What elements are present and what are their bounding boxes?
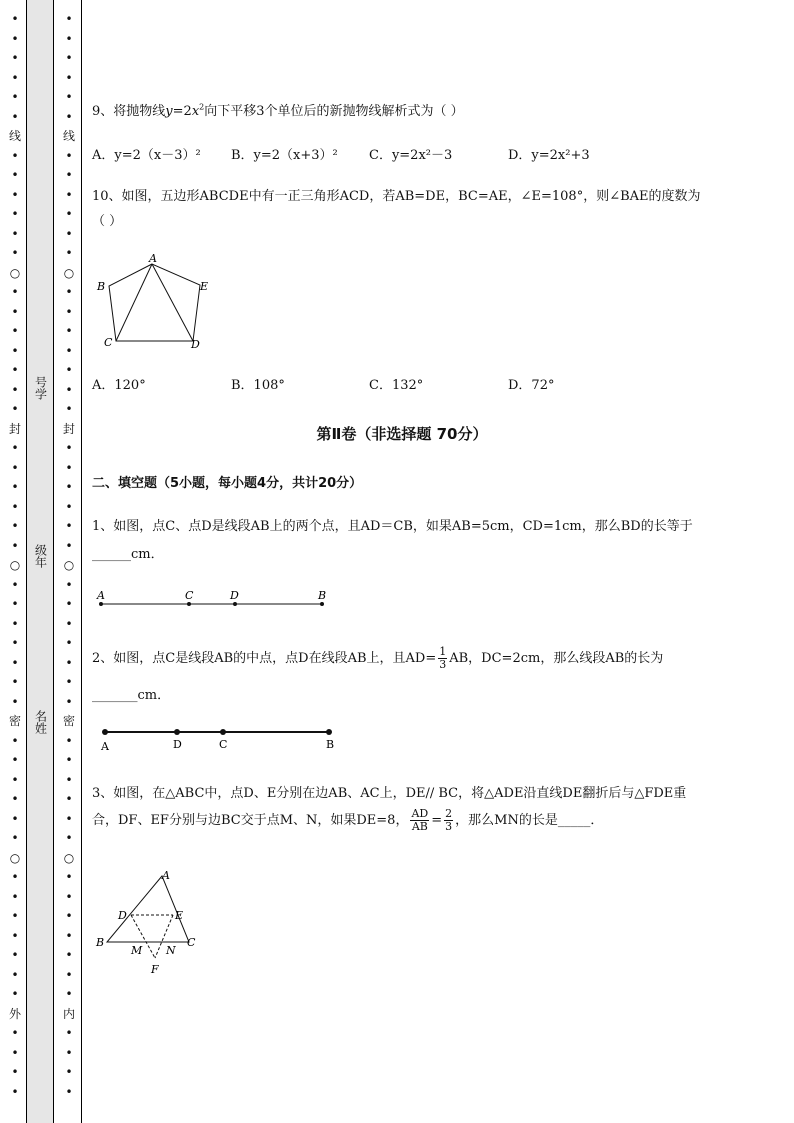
binding-dot: • [11, 1045, 19, 1060]
binding-dot: • [65, 31, 73, 46]
binding-mark: ○ [63, 558, 75, 572]
f2-point-b [326, 729, 332, 735]
label-student-number: 号学 [33, 376, 48, 400]
binding-dot: • [65, 889, 73, 904]
binding-dot: • [65, 168, 73, 182]
binding-dot: • [11, 90, 19, 104]
binding-dot: • [11, 324, 19, 338]
triangle-side-ac [116, 264, 152, 341]
binding-dot: • [11, 597, 19, 611]
q10-option-a: A．120° [92, 378, 146, 393]
binding-dot: • [11, 811, 19, 826]
binding-mark: 密 [62, 714, 75, 728]
binding-dot: • [11, 577, 19, 592]
binding-dot: • [65, 928, 73, 943]
binding-dot: • [11, 168, 19, 182]
binding-dot: • [11, 402, 19, 416]
f3-label-d: D [118, 909, 127, 922]
binding-dot: • [11, 870, 19, 884]
f1-point-d [233, 602, 237, 606]
binding-dot: • [11, 460, 19, 475]
binding-dot: • [65, 1084, 73, 1099]
pentagon-label-a: A [149, 252, 157, 265]
binding-dot: • [65, 460, 73, 475]
binding-dot: • [65, 441, 73, 455]
binding-dot: • [65, 792, 73, 806]
binding-dot: • [65, 675, 73, 689]
binding-dot: • [65, 636, 73, 650]
f3-line2: 合，DF、EF分别与边BC交于点M、N，如果DE=8， $\frac{AD}{AB}$ = $\frac{2}{3}$ ，那么MN的长是_____． [92, 807, 604, 833]
binding-dot: • [11, 31, 19, 46]
binding-dot: • [11, 148, 19, 163]
binding-dot: • [65, 987, 73, 1001]
binding-dot: • [11, 772, 19, 787]
binding-dot: • [65, 70, 73, 85]
f3-label-f: F [151, 963, 159, 976]
binding-dot: • [65, 753, 73, 767]
binding-dot: • [11, 246, 19, 260]
binding-mark: 封 [62, 421, 75, 436]
binding-dot: • [11, 636, 19, 650]
binding-dot: • [11, 987, 19, 1001]
binding-dot: • [65, 733, 73, 748]
inner-dot-column [56, 10, 82, 1102]
binding-mark: 内 [62, 1006, 75, 1021]
q10-stem-line1: 10、如图，五边形ABCDE中有一正三角形ACD，若AB=DE，BC=AE，∠E=108°，则∠BAE的度数为 [92, 189, 701, 204]
pentagon-label-b: B [97, 280, 106, 293]
binding-dot: • [65, 285, 73, 299]
f2-point-d [174, 729, 180, 735]
binding-dot: • [65, 597, 73, 611]
binding-dot: • [11, 889, 19, 904]
f2-label-c: C [219, 738, 228, 751]
f2-segment-figure [98, 722, 348, 752]
binding-dot: • [11, 207, 19, 221]
binding-mark: ○ [63, 850, 75, 865]
f3-triangle-figure [94, 866, 204, 981]
f2-line1: 2、如图，点C是线段AB的中点，点D在线段AB上，且AD= $\frac{1}{3}$ AB，DC=2cm，那么线段AB的长为 [92, 645, 664, 671]
binding-dot: • [11, 109, 19, 124]
binding-dot: • [65, 51, 73, 65]
binding-dot: • [11, 967, 19, 982]
binding-dot: • [11, 538, 19, 553]
q9-stem: 9、将抛物线$y=2x^2$向下平移3个单位后的新抛物线解析式为（ ） [92, 102, 464, 119]
binding-dot: • [11, 187, 19, 202]
binding-dot: • [65, 499, 73, 514]
binding-dot: • [11, 909, 19, 923]
f1-label-d: D [230, 589, 239, 602]
binding-dot: • [65, 402, 73, 416]
f1-label-c: C [185, 589, 194, 602]
binding-dot: • [11, 499, 19, 514]
binding-dot: • [65, 655, 73, 670]
f2-line2: _______cm． [92, 688, 171, 703]
pentagon-label-e: E [200, 280, 209, 293]
q9-option-b: B．y=2（x+3）² [231, 148, 338, 163]
binding-dot: • [11, 51, 19, 65]
f1-point-b [320, 602, 324, 606]
q10-option-b: B．108° [231, 378, 285, 393]
f2-point-c [220, 729, 226, 735]
f1-point-c [187, 602, 191, 606]
q10-option-d: D．72° [508, 378, 555, 393]
binding-dot: • [65, 948, 73, 962]
binding-mark: 外 [8, 1006, 21, 1021]
binding-dot: • [11, 1084, 19, 1099]
binding-dot: • [65, 12, 73, 26]
q10-stem-line2: （ ） [92, 214, 123, 229]
binding-dot: • [65, 519, 73, 533]
binding-dot: • [65, 694, 73, 709]
binding-dot: • [11, 480, 19, 494]
triangle-side-ad [152, 264, 193, 341]
binding-dot: • [11, 616, 19, 631]
binding-dot: • [65, 1026, 73, 1040]
f2-label-b: B [326, 738, 335, 751]
q9-option-c: C．y=2x²－3 [369, 148, 453, 163]
binding-mark: 密 [8, 714, 21, 728]
binding-dot: • [65, 1045, 73, 1060]
binding-dot: • [11, 831, 19, 845]
binding-dot: • [65, 324, 73, 338]
binding-dot: • [65, 343, 73, 358]
binding-dot: • [11, 733, 19, 748]
f3-label-b: B [96, 936, 105, 949]
binding-dot: • [65, 967, 73, 982]
binding-mark: 线 [8, 129, 21, 143]
binding-dot: • [11, 304, 19, 319]
q10-pentagon-figure [94, 250, 214, 352]
binding-dot: • [65, 148, 73, 163]
binding-mark: ○ [9, 850, 21, 865]
binding-dot: • [11, 285, 19, 299]
binding-dot: • [11, 226, 19, 241]
binding-dot: • [65, 109, 73, 124]
f1-line1: 1、如图，点C、点D是线段AB上的两个点，且AD＝CB，如果AB=5cm，CD=1cm，那么BD的长等于 [92, 519, 693, 534]
f1-label-a: A [97, 589, 105, 602]
binding-dot: • [11, 343, 19, 358]
binding-dot: • [11, 12, 19, 26]
binding-mark: 封 [8, 421, 21, 436]
binding-dot: • [65, 246, 73, 260]
pentagon-label-d: D [191, 338, 200, 351]
binding-dot: • [11, 382, 19, 397]
binding-mark: 线 [62, 129, 75, 143]
binding-dot: • [65, 577, 73, 592]
binding-dot: • [65, 187, 73, 202]
binding-dot: • [11, 441, 19, 455]
f2-point-a [102, 729, 108, 735]
f2-label-a: A [101, 740, 109, 752]
binding-dot: • [65, 90, 73, 104]
f1-point-a [99, 602, 103, 606]
binding-dot: • [65, 870, 73, 884]
binding-dot: • [11, 753, 19, 767]
q9-option-a: A．y=2（x－3）² [92, 148, 201, 163]
binding-dot: • [65, 1065, 73, 1079]
binding-dot: • [11, 792, 19, 806]
binding-dot: • [11, 655, 19, 670]
binding-dot: • [65, 909, 73, 923]
label-name: 名姓 [33, 710, 48, 734]
binding-dot: • [65, 382, 73, 397]
f1-label-b: B [318, 589, 327, 602]
binding-dot: • [11, 675, 19, 689]
f1-line2: ______cm． [92, 547, 164, 562]
binding-mark: ○ [9, 265, 21, 280]
f3-line1: 3、如图，在△ABC中，点D、E分别在边AB、AC上，DE// BC，将△ADE沿直线DE翻折后与△FDE重 [92, 786, 687, 801]
label-grade: 级年 [33, 544, 48, 568]
binding-dot: • [65, 616, 73, 631]
outer-dot-column [2, 10, 28, 1102]
f3-fraction-two-thirds: $\frac{2}{3}$ [445, 807, 453, 833]
q10-option-c: C．132° [369, 378, 424, 393]
f3-label-m: M [131, 944, 143, 957]
binding-mark: ○ [63, 265, 75, 280]
binding-dot: • [65, 363, 73, 377]
binding-dot: • [11, 519, 19, 533]
binding-dot: • [11, 363, 19, 377]
binding-dot: • [65, 811, 73, 826]
f2-fraction: $\frac{1}{3}$ [439, 645, 447, 671]
binding-dot: • [65, 207, 73, 221]
binding-dot: • [11, 70, 19, 85]
f1-segment-figure [95, 585, 335, 613]
f3-label-c: C [187, 936, 196, 949]
q9-option-d: D．y=2x²+3 [508, 148, 590, 163]
f2-label-d: D [173, 738, 182, 751]
binding-dot: • [11, 694, 19, 709]
binding-dot: • [11, 948, 19, 962]
binding-dot: • [65, 772, 73, 787]
f3-label-a: A [162, 869, 170, 882]
pentagon-label-c: C [104, 336, 113, 349]
binding-dot: • [65, 538, 73, 553]
binding-dot: • [11, 928, 19, 943]
binding-dot: • [65, 226, 73, 241]
binding-dot: • [65, 304, 73, 319]
f3-label-n: N [166, 944, 176, 957]
section-title: 第Ⅱ卷（非选择题 70分） [316, 425, 488, 443]
binding-mark: ○ [9, 558, 21, 572]
section-heading: 二、填空题（5小题，每小题4分，共计20分） [92, 476, 363, 491]
binding-dot: • [11, 1065, 19, 1079]
f3-fraction-ad-ab: $\frac{AD}{AB}$ [411, 807, 429, 833]
binding-dot: • [11, 1026, 19, 1040]
f3-label-e: E [175, 909, 184, 922]
binding-dot: • [65, 831, 73, 845]
binding-dot: • [65, 480, 73, 494]
